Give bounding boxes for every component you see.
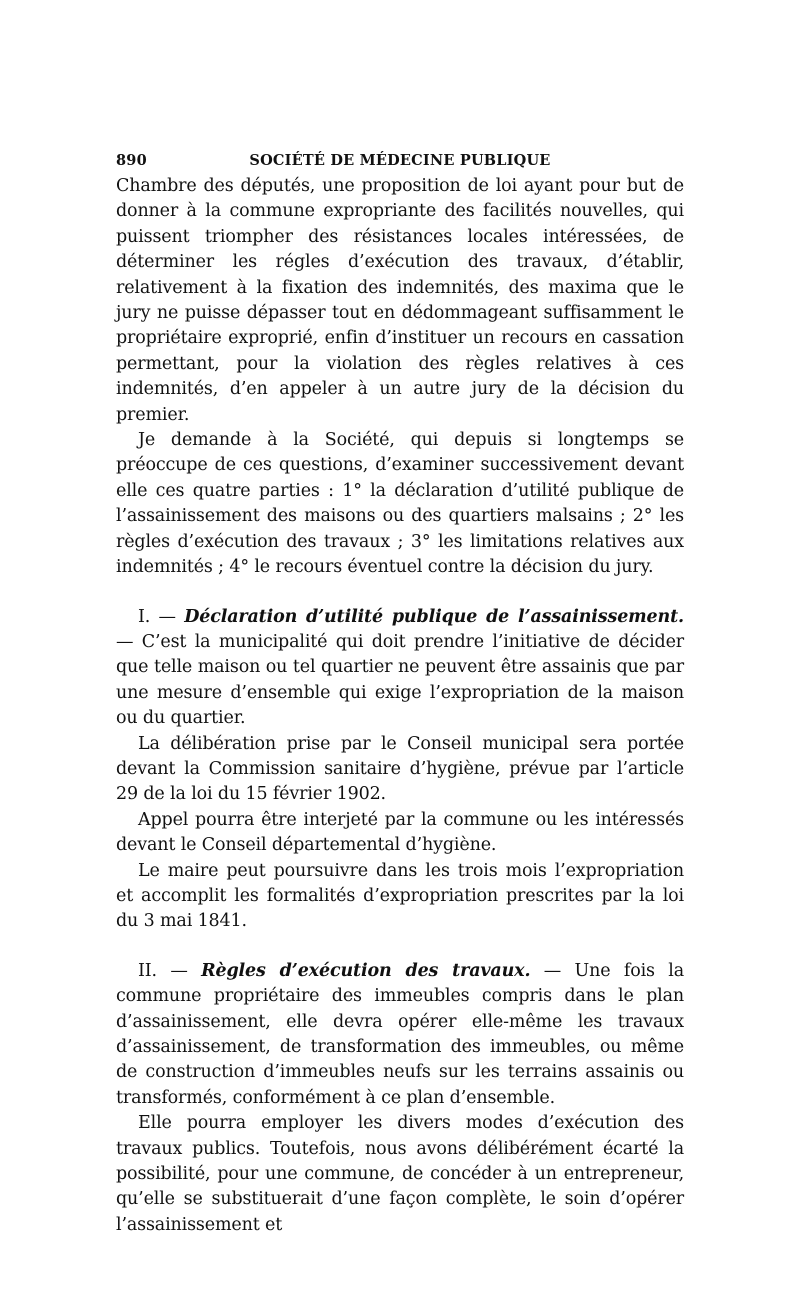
- section-2-title: Règles d’exécution des travaux.: [201, 960, 531, 981]
- section-1-paragraph: Le maire peut poursuivre dans les trois mois l’expropriation et accomplit les formalités d’expropriation prescrites par la loi du 3 mai 1841.: [116, 860, 684, 932]
- page-number: 890: [116, 152, 147, 169]
- section-1-paragraph: Appel pourra être interjeté par la commune ou les intéressés devant le Conseil départemental d’hygiène.: [116, 809, 684, 856]
- paragraph-continuation: Chambre des députés, une proposition de loi ayant pour but de donner à la commune expropriante des facilités nouvelles, qui puissent triompher des résistances locales intéressées, de déterminer les régles d’exécution des travaux, d’établir, relativement à la fixation des indemnités, des maxima que le jury ne puisse dépasser tout en dédommageant suffisamment le propriétaire exproprié, enfin d’instituer un recours en cassation permettant, pour la violation des règles relatives à ces indemnités, d’en appeler à un autre jury de la décision du premier.: [116, 176, 684, 425]
- section-declaration: [116, 605, 684, 935]
- section-1-paragraph: La délibération prise par le Conseil municipal sera portée devant la Commission sanitaire d’hygiène, prévue par l’article 29 de la loi du 15 février 1902.: [116, 733, 684, 805]
- section-1-lead: — C’est la municipalité qui doit prendre l’initiative de décider que telle maison ou tel quartier ne peuvent être assainis que par une mesure d’ensemble qui exige l’expropriation de la maison ou du quartier.: [116, 631, 684, 729]
- section-1-number: I. —: [138, 606, 185, 627]
- section-2-number: II. —: [138, 960, 202, 981]
- book-page: [116, 148, 684, 1238]
- section-2-paragraph: Elle pourra employer les divers modes d’exécution des travaux publics. Toutefois, nous avons délibérément écarté la possibilité, pour une commune, de concéder à un entrepreneur, qu’elle se substituerait d’une façon complète, le soin d’opérer l’assainissement et: [116, 1113, 684, 1235]
- journal-title: SOCIÉTÉ DE MÉDECINE PUBLIQUE: [249, 152, 551, 169]
- section-execution: [116, 959, 684, 1238]
- section-2-opening: [116, 959, 684, 1111]
- section-1-opening: [116, 605, 684, 732]
- running-head: [116, 148, 684, 174]
- paragraph-request: Je demande à la Société, qui depuis si longtemps se préoccupe de ces questions, d’examiner successivement devant elle ces quatre parties : 1° la déclaration d’utilité publique de l’assainissement des maisons ou des quartiers malsains ; 2° les règles d’exécution des travaux ; 3° les limitations relatives aux indemnités ; 4° le recours éventuel contre la décision du jury.: [116, 430, 684, 578]
- section-2-lead: — Une fois la commune propriétaire des immeubles compris dans le plan d’assainissement, elle devra opérer elle-même les travaux d’assainissement, de transformation des immeubles, ou même de construction d’immeubles neufs sur les terrains assainis ou transformés, conformément à ce plan d’ensemble.: [116, 960, 684, 1108]
- section-1-title: Déclaration d’utilité publique de l’assainissement.: [184, 606, 684, 627]
